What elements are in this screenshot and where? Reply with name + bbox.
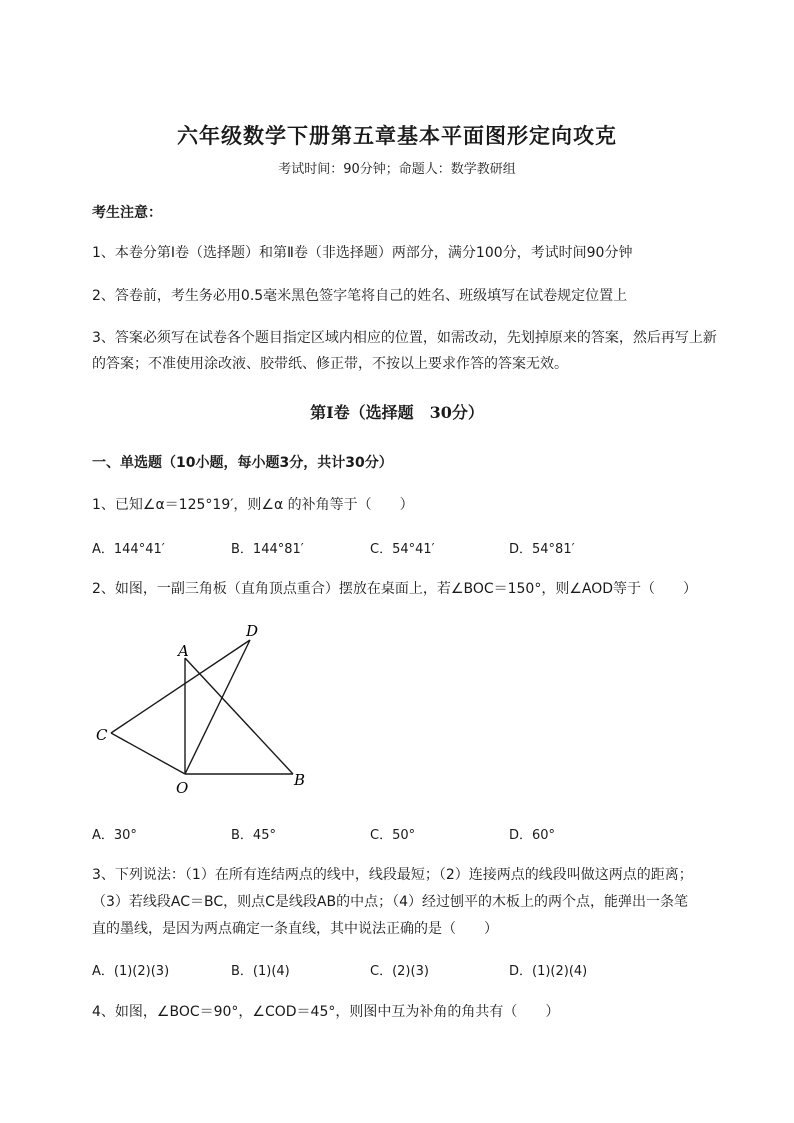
notice-item-1: 1、本卷分第Ⅰ卷（选择题）和第Ⅱ卷（非选择题）两部分，满分100分，考试时间90分钟 (92, 245, 633, 261)
question-1-option-c[interactable]: C．54°41′ (370, 542, 435, 557)
exam-title: 六年级数学下册第五章基本平面图形定向攻克 (177, 123, 617, 148)
segment-od (185, 640, 250, 774)
notice-item-3: 3、答案必须写在试卷各个题目指定区域内相应的位置，如需改动，先划掉原来的答案，然后再写上新 (92, 330, 717, 346)
section-title: 第Ⅰ卷（选择题 30分） (310, 403, 484, 422)
segment-co (111, 733, 185, 774)
question-1-option-a[interactable]: A．144°41′ (92, 542, 165, 557)
question-2-option-d[interactable]: D．60° (509, 828, 556, 843)
label-c: C (96, 726, 108, 744)
label-o: O (176, 779, 189, 797)
exam-subtitle: 考试时间：90分钟；命题人：数学教研组 (278, 162, 516, 177)
label-d: D (246, 622, 259, 640)
question-1-option-b[interactable]: B．144°81′ (231, 542, 304, 557)
label-b: B (294, 771, 306, 789)
question-3-option-b[interactable]: B．(1)(4) (231, 964, 290, 979)
question-3-stem-line-2: （3）若线段AC＝BC，则点C是线段AB的中点；（4）经过刨平的木板上的两个点，能弹出一条笔 (92, 894, 689, 910)
segment-ab (185, 658, 293, 774)
question-2-option-b[interactable]: B．45° (231, 828, 276, 843)
question-1-option-d[interactable]: D．54°81′ (509, 542, 575, 557)
question-1-stem: 1、已知∠α＝125°19′，则∠α 的补角等于（ ） (92, 497, 414, 513)
question-3-option-c[interactable]: C．(2)(3) (370, 964, 429, 979)
notice-heading: 考生注意： (92, 205, 162, 221)
notice-item-3-cont: 的答案；不准使用涂改液、胶带纸、修正带，不按以上要求作答的答案无效。 (92, 356, 568, 372)
question-3-option-a[interactable]: A．(1)(2)(3) (92, 964, 170, 979)
question-3-stem-line-3: 直的墨线，是因为两点确定一条直线，其中说法正确的是（ ） (92, 921, 498, 937)
part-title: 一、单选题（10小题，每小题3分，共计30分） (92, 455, 393, 471)
triangle-figure (88, 618, 318, 798)
question-4-stem: 4、如图，∠BOC＝90°，∠COD＝45°，则图中互为补角的角共有（ ） (92, 1004, 560, 1020)
question-2-option-a[interactable]: A．30° (92, 828, 137, 843)
question-2-stem: 2、如图，一副三角板（直角顶点重合）摆放在桌面上，若∠BOC＝150°，则∠AOD等于（ ） (92, 581, 698, 597)
question-2-option-c[interactable]: C．50° (370, 828, 416, 843)
question-3-stem-line-1: 3、下列说法：（1）在所有连结两点的线中，线段最短；（2）连接两点的线段叫做这两点的距离； (92, 867, 693, 883)
question-3-option-d[interactable]: D．(1)(2)(4) (509, 964, 588, 979)
notice-item-2: 2、答卷前，考生务必用0.5毫米黑色签字笔将自己的姓名、班级填写在试卷规定位置上 (92, 288, 628, 304)
label-a: A (178, 642, 189, 660)
